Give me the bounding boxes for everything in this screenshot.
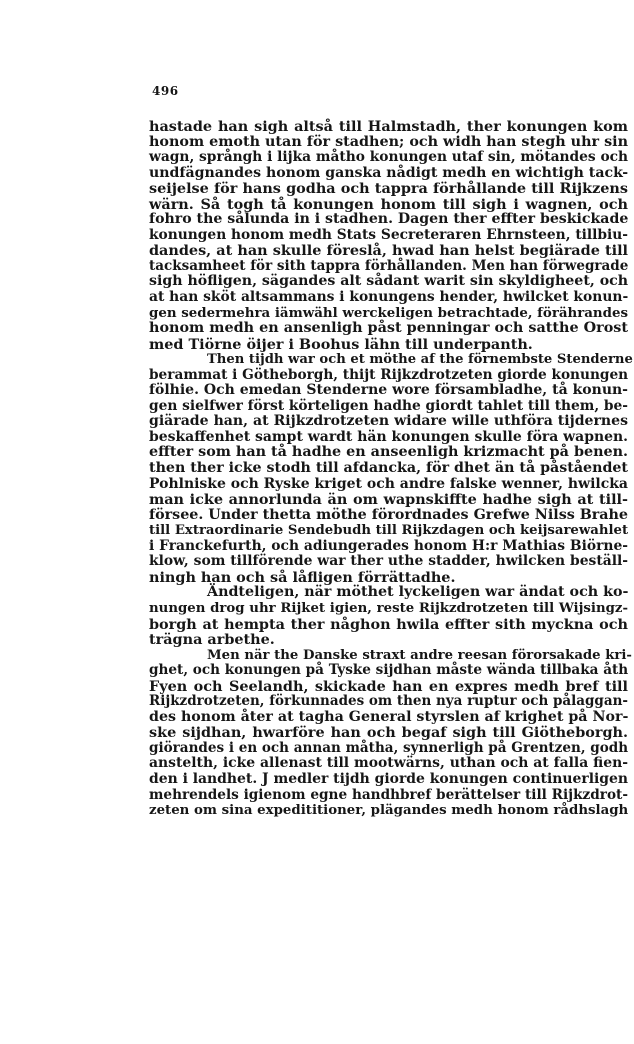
text-line: den i landhet. J medler tijdh giorde konungen continuerligen: [149, 770, 628, 787]
text-line: then ther icke stodh till afdancka, för dhet än tå påståendet: [149, 460, 628, 477]
text-line: man icke annorlunda än om wapnskiffte hadhe sigh at till-: [149, 491, 628, 509]
text-line: beskaffenhet sampt wardt hän konungen skulle föra wapnen.: [149, 428, 628, 445]
text-line: försee. Under thetta möthe förordnades Grefwe Nilss Brahe: [149, 506, 628, 523]
text-line: tacksamheet för sith tappra förhållanden. Men han förwegrade: [149, 257, 629, 274]
text-line: Ändteligen, när möthet lyckeligen war ändat och ko-: [207, 584, 629, 601]
text-line: Pohlniske och Ryske kriget och andre falske wenner, hwilcka: [149, 475, 628, 492]
text-line: des honom åter at tagha General styrslen af krighet på Nor-: [149, 708, 629, 725]
text-line: konungen honom medh Stats Secreteraren Ehrnsteen, tillbiu-: [149, 226, 628, 243]
text-line: sigh höfligen, sägandes alt sådant warit sin skyldigheet, och: [149, 273, 629, 290]
text-line: till Extraordinarie Sendebudh till Rijkzdagen och keijsarewahlet: [149, 523, 629, 539]
text-line: ghet, och konungen på Tyske sijdhan måste wända tillbaka åth: [149, 662, 629, 679]
text-line: giörandes i en och annan måtha, synnerligh på Grentzen, godh: [149, 739, 629, 756]
text-line: Men när the Danske straxt andre reesan förorsakade kri-: [207, 647, 632, 663]
text-line: berammat i Götheborgh, thijt Rijkzdrotzeten giorde konungen: [149, 366, 629, 383]
text-line: dandes, at han skulle föreslå, hwad han helst begiärade till: [149, 242, 628, 260]
text-line: giärade han, at Rijkzdrotzeten widare wille uthföra tijdernes: [149, 413, 628, 430]
text-line: hastade han sigh altså till Halmstadh, ther konungen kom: [149, 118, 628, 135]
text-line: Rijkzdrotzeten, förkunnades om then nya ruptur och pålaggan-: [149, 693, 628, 710]
text-line: med Tiörne öijer i Boohus lähn till underpanth.: [149, 335, 533, 353]
text-line: honom medh en ansenligh påst penningar och satthe Orost: [149, 320, 628, 337]
text-line: fölhie. Och emedan Stenderne wore försambladhe, tå konun-: [149, 382, 628, 399]
text-line: wärn. Så togh tå konungen honom till sigh i wagnen, och: [149, 195, 628, 213]
text-line: fohro the sålunda in i stadhen. Dagen ther effter beskickade: [149, 211, 629, 228]
text-line: klow, som tillförende war ther uthe stadder, hwilcken beställ-: [149, 553, 628, 570]
text-line: seijelse för hans godha och tappra förhållande till Rijkzens: [149, 180, 628, 198]
text-line: wagn, språngh i lijka måtho konungen utaf sin, mötandes och: [149, 149, 629, 166]
text-line: zeten om sina expedititioner, plägandes medh honom rådhslagh: [149, 802, 629, 819]
text-line: borgh at hempta ther någhon hwila effter sith myckna och: [149, 615, 628, 633]
text-line: at han sköt altsammans i konungens hender, hwilcket konun-: [149, 289, 629, 306]
text-line: mehrendels igienom egne handhbref berättelser till Rijkzdrot-: [149, 786, 628, 803]
text-line: effter som han tå hadhe en anseenligh krizmacht på benen.: [149, 444, 629, 461]
text-line: gen sedermehra iämwähl werckeligen betrachtade, förährandes: [149, 304, 628, 321]
text-line: i Franckefurth, och adiungerades honom H:r Mathias Biörne-: [149, 537, 628, 554]
text-line: gen sielfwer först körteligen hadhe giordt tahlet till them, be-: [149, 397, 628, 414]
text-line: Fyen och Seelandh, skickade han en expres medh bref till: [149, 677, 628, 695]
text-line: nungen drog uhr Rijket igien, reste Rijkzdrotzeten till Wijsingz-: [149, 600, 628, 616]
text-line: anstelth, icke allenast till mootwärns, uthan och at falla fien-: [149, 755, 628, 772]
body-text: [149, 118, 633, 819]
text-line: ske sijdhan, hwarföre han och begaf sigh till Giötheborgh.: [149, 724, 628, 742]
text-line: Then tijdh war och et möthe af the förnembste Stenderne: [207, 352, 633, 368]
page-number: 496: [152, 84, 179, 98]
text-line: trägna arbethe.: [149, 631, 275, 649]
text-line: undfägnandes honom ganska nådigt medh en wichtigh tack-: [149, 164, 629, 181]
text-line: honom emoth utan för stadhen; och widh han stegh uhr sin: [149, 133, 628, 150]
text-line: ningh han och så låfligen förrättadhe.: [149, 568, 456, 586]
